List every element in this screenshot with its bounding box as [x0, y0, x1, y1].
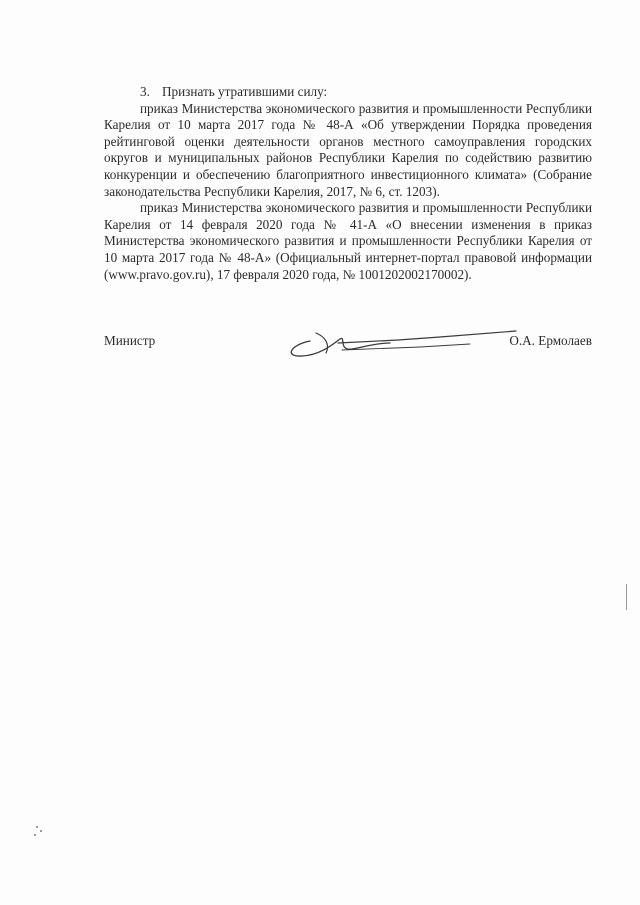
item-heading-text: Признать утратившими силу: — [162, 84, 328, 99]
item-number: 3. — [140, 84, 150, 99]
signatory-name: О.А. Ермолаев — [509, 333, 592, 348]
item-heading — [104, 84, 592, 101]
repealed-order-1: приказ Министерства экономического развития и промышленности Республики Карелия от 10 марта 2017 года № 48-А «Об утверждении Порядка проведения рейтинговой оценки деятельности органов местного самоуправления городских округов и муниципальных районов Республики Карелия по содействию развитию конкуренции и обеспечению благоприятного инвестиционного климата» (Собрание законодательства Республики Карелия, 2017, № 6, ст. 1203). — [104, 100, 592, 199]
document-body — [104, 84, 592, 283]
scan-mark — [36, 826, 38, 828]
signature-block — [104, 333, 592, 363]
scan-mark — [40, 830, 42, 832]
scan-mark — [34, 834, 36, 836]
handwritten-signature — [280, 323, 520, 363]
signatory-position: Министр — [104, 333, 156, 348]
repealed-order-2: приказ Министерства экономического развития и промышленности Республики Карелия от 14 февраля 2020 года № 41-А «О внесении изменения в приказ Министерства экономического развития и промышленности Республики Карелия от 10 марта 2017 года № 48-А» (Официальный интернет-портал правовой информации (www.pravo.gov.ru), 17 февраля 2020 года, № 1001202002170002). — [104, 200, 592, 282]
scan-mark — [626, 584, 627, 610]
